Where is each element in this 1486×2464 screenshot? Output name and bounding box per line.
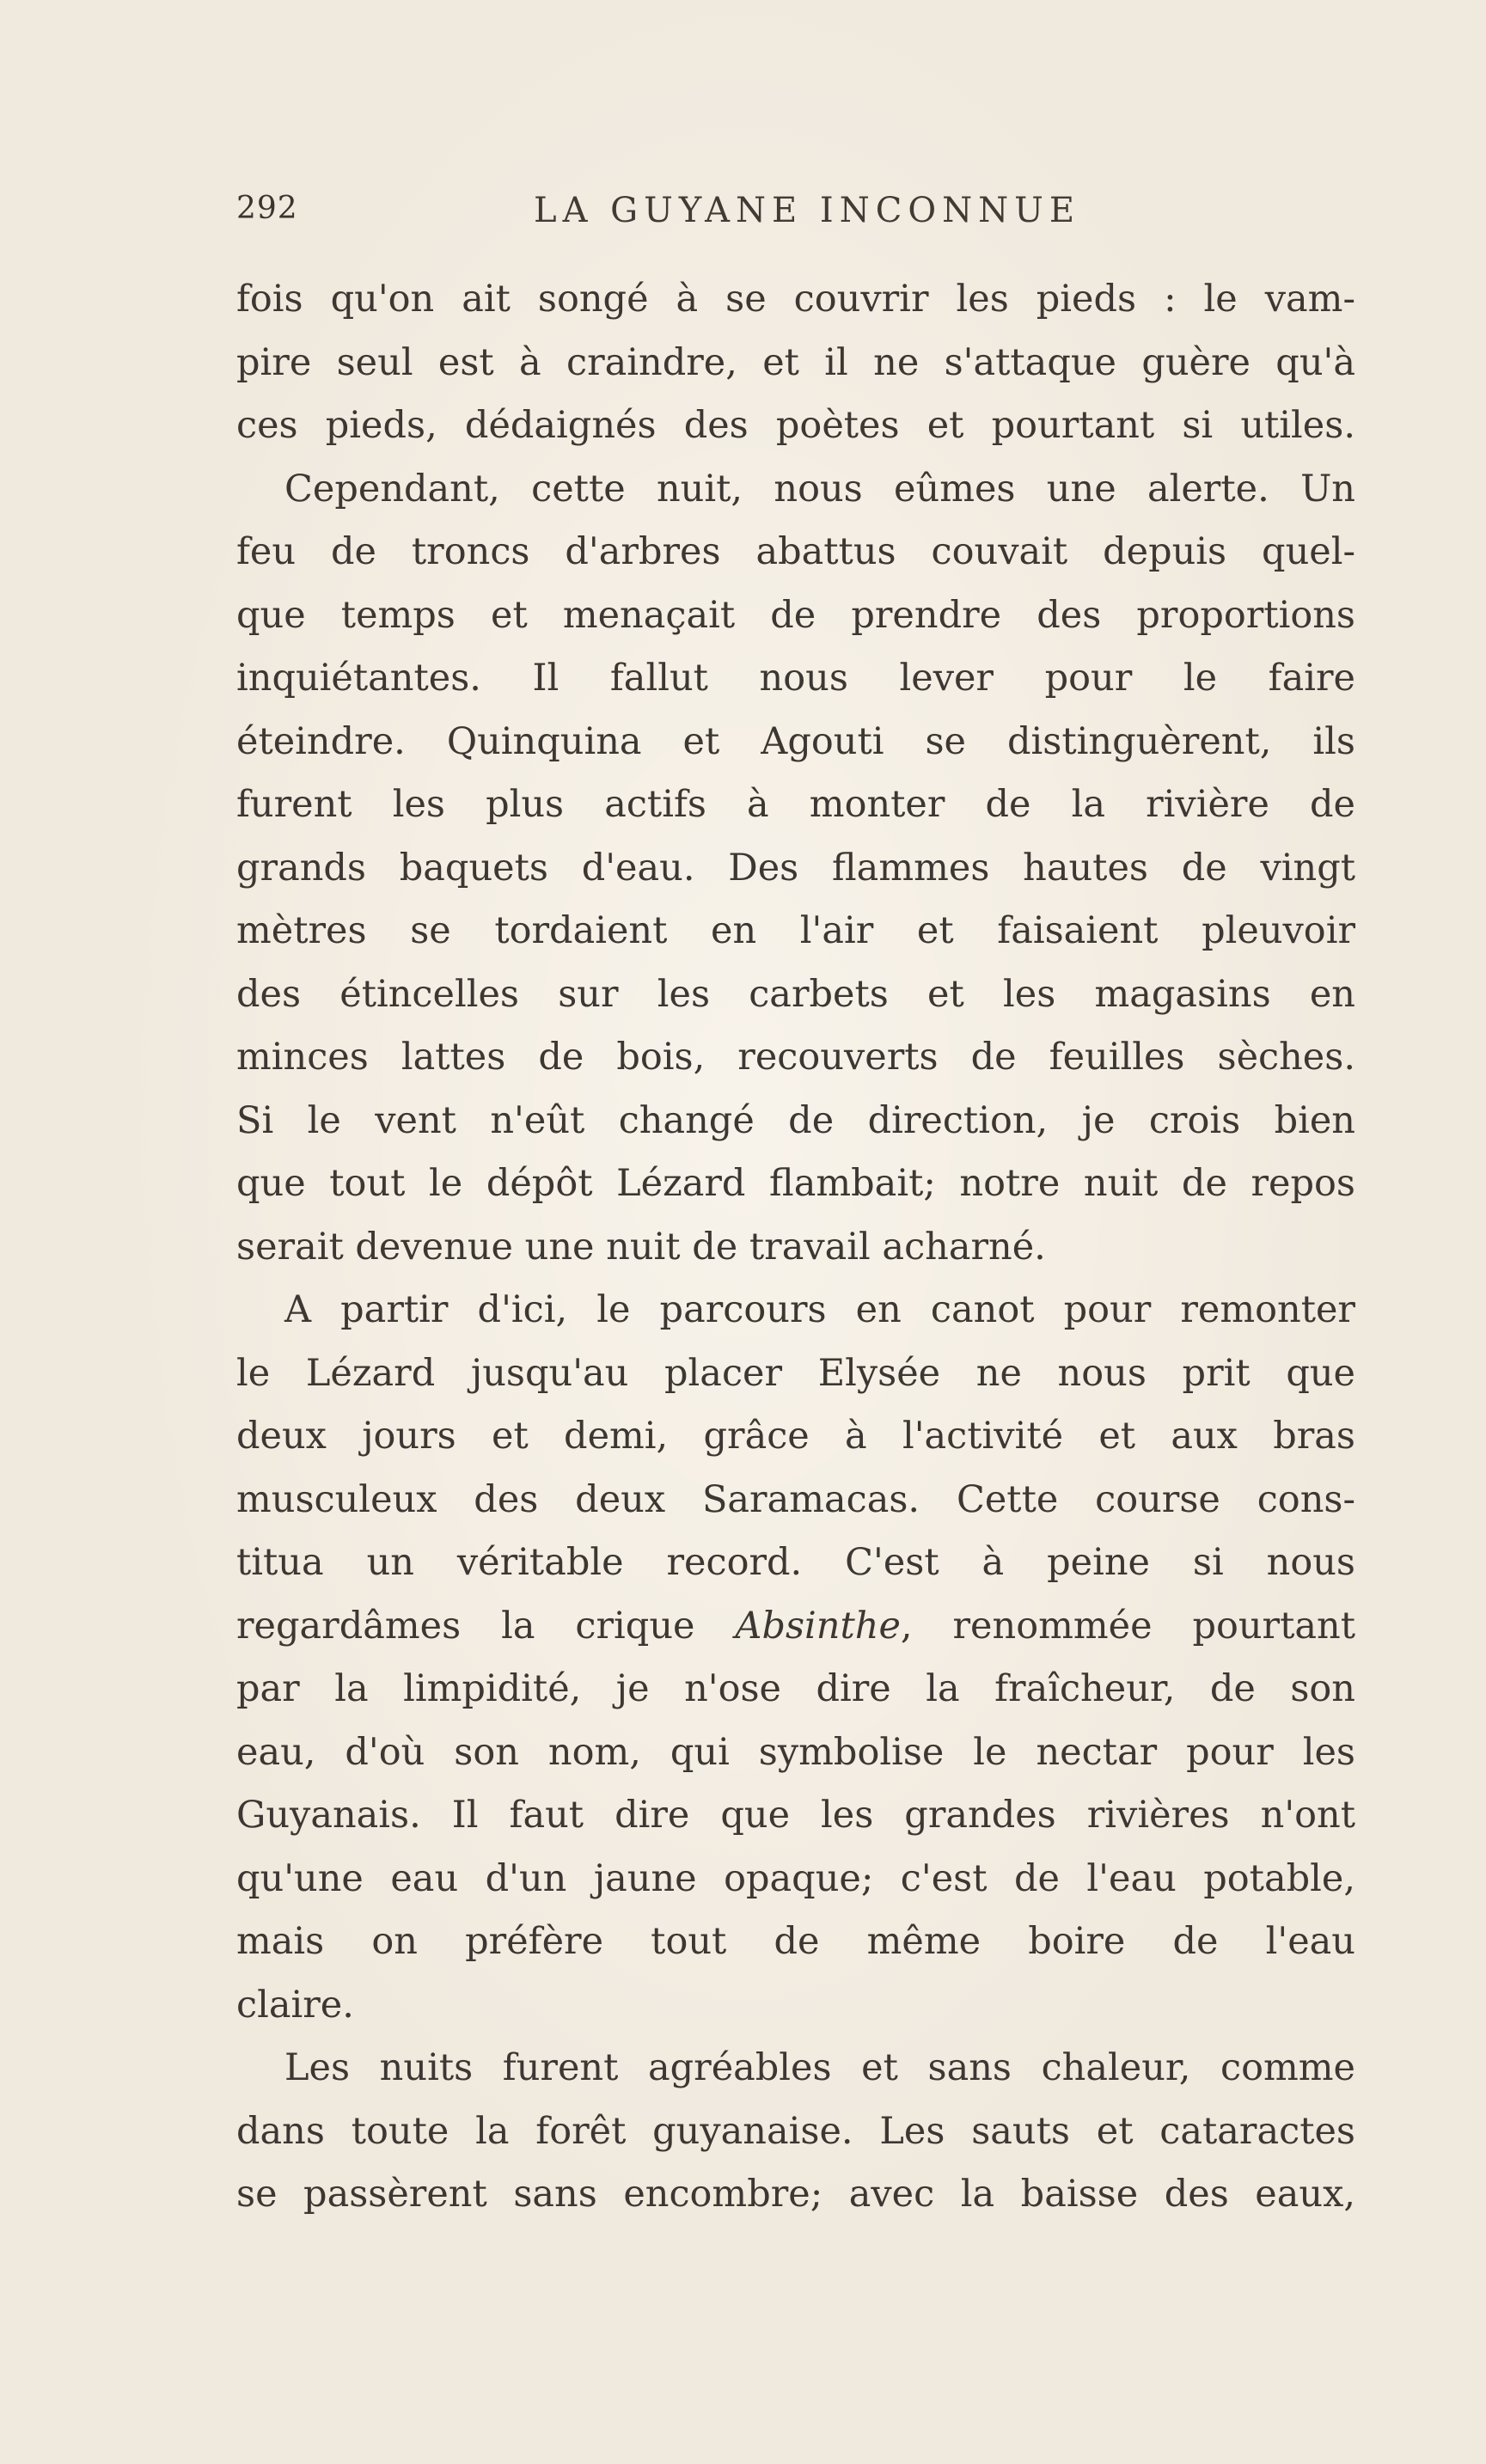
running-title: LA GUYANE INCONNUE bbox=[534, 191, 1081, 230]
text-line: ces pieds, dédaignés des poètes et pourtant si utiles. bbox=[236, 404, 1355, 447]
text-line: par la limpidité, je n'ose dire la fraîcheur, de son bbox=[236, 1667, 1355, 1710]
text-segment: regardâmes la crique bbox=[236, 1604, 736, 1648]
italic-word: Absinthe bbox=[735, 1604, 901, 1648]
text-line: musculeux des deux Saramacas. Cette course cons- bbox=[236, 1477, 1355, 1521]
text-line: grands baquets d'eau. Des flammes hautes de vingt bbox=[236, 846, 1355, 890]
page-header bbox=[236, 191, 1355, 242]
text-line: pire seul est à craindre, et il ne s'attaque guère qu'à bbox=[236, 340, 1355, 384]
text-line: eau, d'où son nom, qui symbolise le nectar pour les bbox=[236, 1730, 1355, 1774]
text-line: se passèrent sans encombre; avec la baisse des eaux, bbox=[236, 2173, 1355, 2216]
text-line: serait devenue une nuit de travail acharné. bbox=[236, 1225, 1046, 1269]
text-line: dans toute la forêt guyanaise. Les sauts et cataractes bbox=[236, 2109, 1355, 2153]
text-line: feu de troncs d'arbres abattus couvait depuis quel- bbox=[236, 530, 1355, 573]
text-line: claire. bbox=[236, 1983, 354, 2027]
text-line: éteindre. Quinquina et Agouti se distinguèrent, ils bbox=[236, 719, 1355, 763]
text-line-with-italic bbox=[236, 1595, 1355, 1659]
text-line: fois qu'on ait songé à se couvrir les pieds : le vam- bbox=[236, 278, 1355, 321]
text-line: le Lézard jusqu'au placer Elysée ne nous prit que bbox=[236, 1351, 1355, 1395]
text-line: furent les plus actifs à monter de la rivière de bbox=[236, 783, 1355, 826]
text-line: mètres se tordaient en l'air et faisaient pleuvoir bbox=[236, 909, 1355, 952]
text-line: deux jours et demi, grâce à l'activité et aux bras bbox=[236, 1415, 1355, 1458]
text-line: Guyanais. Il faut dire que les grandes rivières n'ont bbox=[236, 1794, 1355, 1837]
text-line: que tout le dépôt Lézard flambait; notre nuit de repos bbox=[236, 1162, 1355, 1205]
text-line: Les nuits furent agréables et sans chaleur, comme bbox=[284, 2046, 1355, 2089]
text-line: mais on préfère tout de même boire de l'eau bbox=[236, 1920, 1355, 1963]
page-number: 292 bbox=[236, 191, 298, 226]
text-line: A partir d'ici, le parcours en canot pour remonter bbox=[284, 1288, 1355, 1331]
text-line: Cependant, cette nuit, nous eûmes une alerte. Un bbox=[284, 467, 1355, 511]
text-line: des étincelles sur les carbets et les magasins en bbox=[236, 972, 1355, 1016]
text-line: Si le vent n'eût changé de direction, je crois bien bbox=[236, 1098, 1355, 1142]
text-segment: , renommée pourtant bbox=[900, 1604, 1355, 1648]
text-line: inquiétantes. Il fallut nous lever pour le faire bbox=[236, 657, 1355, 700]
text-line: qu'une eau d'un jaune opaque; c'est de l'eau potable, bbox=[236, 1856, 1355, 1900]
text-line: titua un véritable record. C'est à peine si nous bbox=[236, 1541, 1355, 1584]
body-text bbox=[236, 268, 1355, 2227]
text-line: minces lattes de bois, recouverts de feuilles sèches. bbox=[236, 1036, 1355, 1079]
text-line: que temps et menaçait de prendre des proportions bbox=[236, 593, 1355, 637]
